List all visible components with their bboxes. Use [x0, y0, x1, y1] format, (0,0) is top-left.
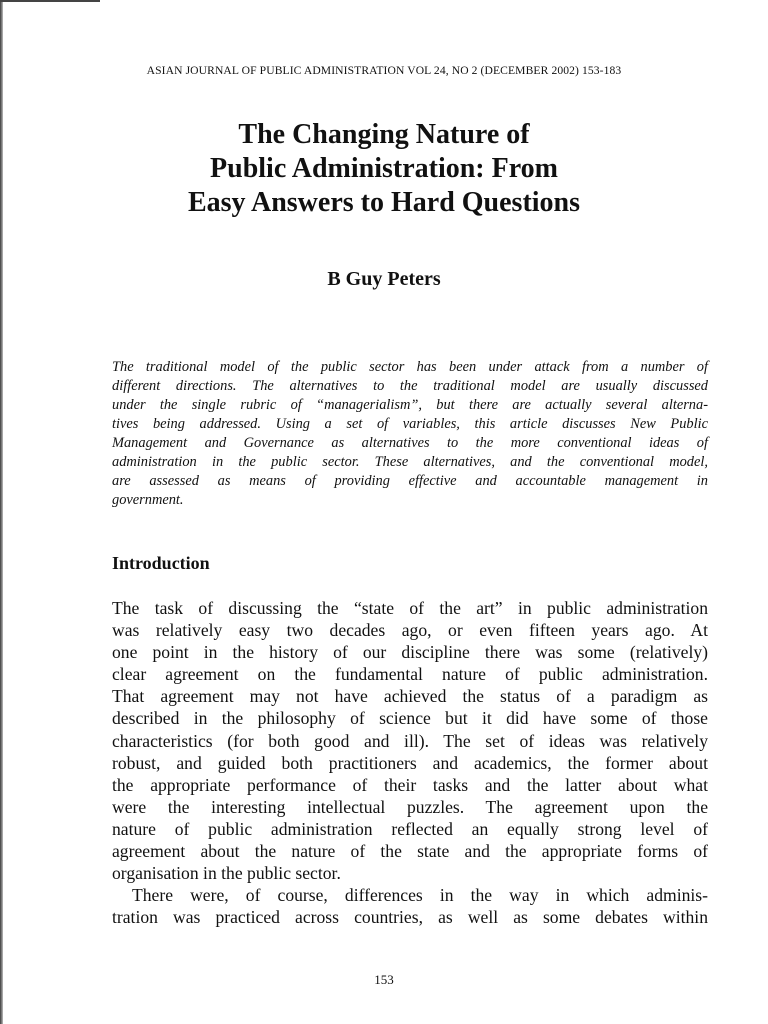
- body-line: organisation in the public sector.: [112, 863, 341, 884]
- title-line: The Changing Nature of: [238, 119, 530, 150]
- abstract-line: Management and Governance as alternatives to the more conventional ideas of: [112, 435, 708, 451]
- abstract-line: tives being addressed. Using a set of variables, this article discusses New Public: [112, 416, 708, 432]
- body-line: The task of discussing the “state of the art” in public administration: [112, 598, 708, 618]
- body-line: That agreement may not have achieved the status of a paradigm as: [112, 686, 708, 707]
- body-line: tration was practiced across countries, as well as some debates within: [112, 907, 708, 928]
- body-line: nature of public administration reflected an equally strong level of: [112, 818, 708, 839]
- page-number: 153: [374, 972, 394, 987]
- abstract-line: are assessed as means of providing effective and accountable management in: [112, 473, 708, 489]
- abstract-line: The traditional model of the public sector has been under attack from a number of: [112, 359, 708, 375]
- abstract-line: different directions. The alternatives to the traditional model are usually discussed: [112, 378, 708, 394]
- body-text: [112, 597, 708, 928]
- body-line: were the interesting intellectual puzzles. The agreement upon the: [112, 796, 708, 817]
- abstract-line: administration in the public sector. These alternatives, and the conventional model,: [112, 454, 708, 470]
- body-line: clear agreement on the fundamental nature of public administration.: [112, 664, 708, 685]
- section-heading: Introduction: [112, 553, 210, 573]
- title-line: Easy Answers to Hard Questions: [187, 187, 581, 218]
- running-head: ASIAN JOURNAL OF PUBLIC ADMINISTRATION VOL 24, NO 2 (DECEMBER 2002) 153-183: [146, 64, 622, 77]
- abstract: [112, 358, 708, 510]
- article-title: [0, 118, 768, 220]
- body-line: one point in the history of our discipline there was some (relatively): [112, 642, 708, 663]
- abstract-line: government.: [112, 492, 184, 508]
- body-line: robust, and guided both practitioners and academics, the former about: [112, 752, 708, 773]
- body-line: the appropriate performance of their tasks and the latter about what: [112, 774, 708, 795]
- body-line: agreement about the nature of the state and the appropriate forms of: [112, 841, 708, 862]
- body-line: There were, of course, differences in the way in which adminis-: [132, 885, 708, 906]
- author-name: B Guy Peters: [327, 268, 441, 290]
- abstract-line: under the single rubric of “managerialism”, but there are actually several alterna-: [112, 397, 708, 413]
- body-line: was relatively easy two decades ago, or even fifteen years ago. At: [112, 620, 708, 641]
- scan-edge-top: [0, 0, 100, 2]
- title-line: Public Administration: From: [210, 153, 558, 184]
- body-line: described in the philosophy of science but it did have some of those: [112, 708, 708, 729]
- body-line: characteristics (for both good and ill). The set of ideas was relatively: [112, 730, 708, 751]
